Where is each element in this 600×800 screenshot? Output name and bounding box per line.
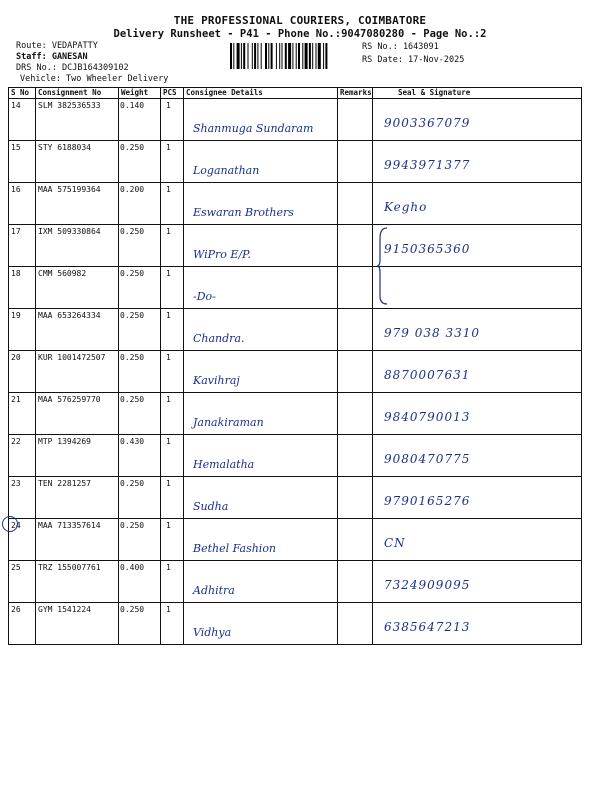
signature-handwriting: 9790165276: [384, 494, 471, 508]
consignee-handwriting: Chandra.: [193, 332, 245, 345]
consignee-handwriting: Bethel Fashion: [193, 542, 277, 555]
signature-handwriting: 7324909095: [384, 578, 471, 592]
pcs-count: 1: [166, 521, 171, 530]
runsheet-title: THE PROFESSIONAL COURIERS, COIMBATORE: [173, 14, 427, 27]
column-header: Remarks: [340, 88, 372, 97]
signature-handwriting: 6385647213: [384, 620, 471, 634]
serial-number: 20: [11, 353, 21, 362]
column-header: Consignment No: [38, 88, 102, 97]
weight-value: 0.250: [120, 143, 145, 152]
consignee-handwriting: Eswaran Brothers: [193, 206, 294, 219]
pcs-count: 1: [166, 479, 171, 488]
consignment-number: MAA 653264334: [38, 311, 101, 320]
table-row: [8, 266, 582, 308]
table-row: [8, 518, 582, 560]
consignment-number: KUR 1001472507: [38, 353, 106, 362]
signature-handwriting: 979 038 3310: [384, 326, 480, 340]
serial-number: 24: [11, 521, 21, 530]
consignment-number: IXM 509330864: [38, 227, 101, 236]
vehicle-label: Vehicle: Two Wheeler Delivery: [20, 74, 169, 84]
weight-value: 0.250: [120, 395, 145, 404]
signature-handwriting: Kegho: [384, 200, 428, 214]
consignment-number: GYM 1541224: [38, 605, 91, 614]
consignee-handwriting: -Do-: [193, 290, 216, 303]
table-row: [8, 560, 582, 602]
serial-number: 16: [11, 185, 21, 194]
serial-number: 17: [11, 227, 21, 236]
runsheet-subtitle: Delivery Runsheet - P41 - Phone No.:9047080280 - Page No.:2: [113, 28, 487, 40]
serial-number: 26: [11, 605, 21, 614]
column-header: Weight: [121, 88, 149, 97]
consignee-handwriting: Adhitra: [193, 584, 235, 597]
weight-value: 0.250: [120, 227, 145, 236]
signature-handwriting: 9150365360: [384, 242, 471, 256]
consignment-number: TEN 2281257: [38, 479, 91, 488]
consignment-number: SLM 382536533: [38, 101, 101, 110]
weight-value: 0.430: [120, 437, 145, 446]
consignment-number: MAA 576259770: [38, 395, 101, 404]
table-row: [8, 392, 582, 434]
pcs-count: 1: [166, 143, 171, 152]
weight-value: 0.140: [120, 101, 145, 110]
table-row: [8, 476, 582, 518]
serial-number: 21: [11, 395, 21, 404]
rs-date: RS Date: 17-Nov-2025: [362, 55, 465, 65]
consignee-handwriting: WiPro E/P.: [193, 248, 251, 261]
consignee-handwriting: Janakiraman: [193, 416, 264, 429]
consignee-handwriting: Vidhya: [193, 626, 232, 639]
weight-value: 0.250: [120, 521, 145, 530]
weight-value: 0.250: [120, 311, 145, 320]
table-row: [8, 224, 582, 266]
column-header: S No: [11, 88, 30, 97]
weight-value: 0.250: [120, 605, 145, 614]
consignment-number: TRZ 155007761: [38, 563, 101, 572]
table-row: [8, 98, 582, 140]
column-header: PCS: [163, 88, 177, 97]
route-label: Route: VEDAPATTY: [16, 41, 98, 51]
table-row: [8, 182, 582, 224]
pcs-count: 1: [166, 437, 171, 446]
consignment-number: STY 6188034: [38, 143, 91, 152]
pcs-count: 1: [166, 101, 171, 110]
barcode-image: [230, 43, 356, 69]
pcs-count: 1: [166, 353, 171, 362]
consignee-handwriting: Kavihraj: [193, 374, 240, 387]
weight-value: 0.400: [120, 563, 145, 572]
serial-number: 18: [11, 269, 21, 278]
pcs-count: 1: [166, 311, 171, 320]
weight-value: 0.250: [120, 479, 145, 488]
signature-handwriting: 9840790013: [384, 410, 471, 424]
table-row: [8, 140, 582, 182]
table-row: [8, 308, 582, 350]
serial-number: 25: [11, 563, 21, 572]
pcs-count: 1: [166, 269, 171, 278]
consignment-number: MAA 575199364: [38, 185, 101, 194]
table-row: [8, 434, 582, 476]
weight-value: 0.250: [120, 353, 145, 362]
consignee-handwriting: Loganathan: [193, 164, 260, 177]
signature-handwriting: CN: [384, 536, 406, 550]
table-row: [8, 602, 582, 644]
drs-number: DRS No.: DCJB164309102: [16, 63, 129, 73]
consignee-handwriting: Sudha: [193, 500, 229, 513]
table-row: [8, 350, 582, 392]
consignment-number: MTP 1394269: [38, 437, 91, 446]
serial-number: 14: [11, 101, 21, 110]
consignment-number: CMM 560982: [38, 269, 87, 278]
signature-handwriting: 9003367079: [384, 116, 471, 130]
rs-number: RS No.: 1643091: [362, 42, 439, 52]
signature-handwriting: 9943971377: [384, 158, 471, 172]
signature-handwriting: 8870007631: [384, 368, 471, 382]
pcs-count: 1: [166, 395, 171, 404]
staff-label: Staff: GANESAN: [16, 52, 88, 62]
pcs-count: 1: [166, 563, 171, 572]
weight-value: 0.200: [120, 185, 145, 194]
pcs-count: 1: [166, 605, 171, 614]
consignee-handwriting: Hemalatha: [193, 458, 255, 471]
circle-mark: [2, 516, 18, 532]
serial-number: 22: [11, 437, 21, 446]
bracket-mark: [376, 226, 390, 306]
column-header: Seal & Signature: [398, 88, 471, 97]
consignee-handwriting: Shanmuga Sundaram: [193, 122, 314, 135]
serial-number: 15: [11, 143, 21, 152]
signature-handwriting: 9080470775: [384, 452, 471, 466]
weight-value: 0.250: [120, 269, 145, 278]
consignment-number: MAA 713357614: [38, 521, 101, 530]
pcs-count: 1: [166, 227, 171, 236]
table-rule: [8, 644, 582, 645]
pcs-count: 1: [166, 185, 171, 194]
runsheet-table: [8, 87, 582, 641]
serial-number: 19: [11, 311, 21, 320]
column-header: Consignee Details: [186, 88, 263, 97]
serial-number: 23: [11, 479, 21, 488]
